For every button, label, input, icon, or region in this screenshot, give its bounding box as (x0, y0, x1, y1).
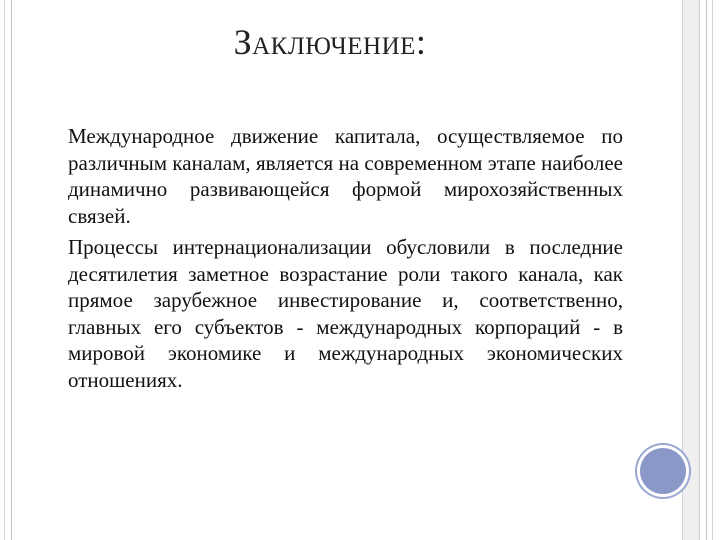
body-paragraph: Процессы интернационализации обусловили в последние десятилетия заметное возрастание роли такого канала, как прямое зарубежное инвестирование и, соответственно, главных его субъектов - международных корпораций - в мировой экономике и международных экономических отношениях. (68, 235, 623, 392)
body-paragraph: Международное движение капитала, осуществляемое по различным каналам, является на современном этапе наиболее динамично развивающейся формой мирохозяйственных связей. (68, 124, 623, 228)
right-frame-band (682, 0, 700, 540)
slide-title (0, 20, 660, 64)
slide-body (68, 123, 623, 398)
slide-title-text: Заключение: (233, 22, 427, 62)
right-frame-decoration (682, 0, 720, 540)
left-frame-decoration (0, 0, 12, 540)
left-frame-line (4, 0, 5, 540)
right-frame-line (712, 0, 713, 540)
right-frame-line (706, 0, 707, 540)
decorative-circle (640, 448, 686, 494)
